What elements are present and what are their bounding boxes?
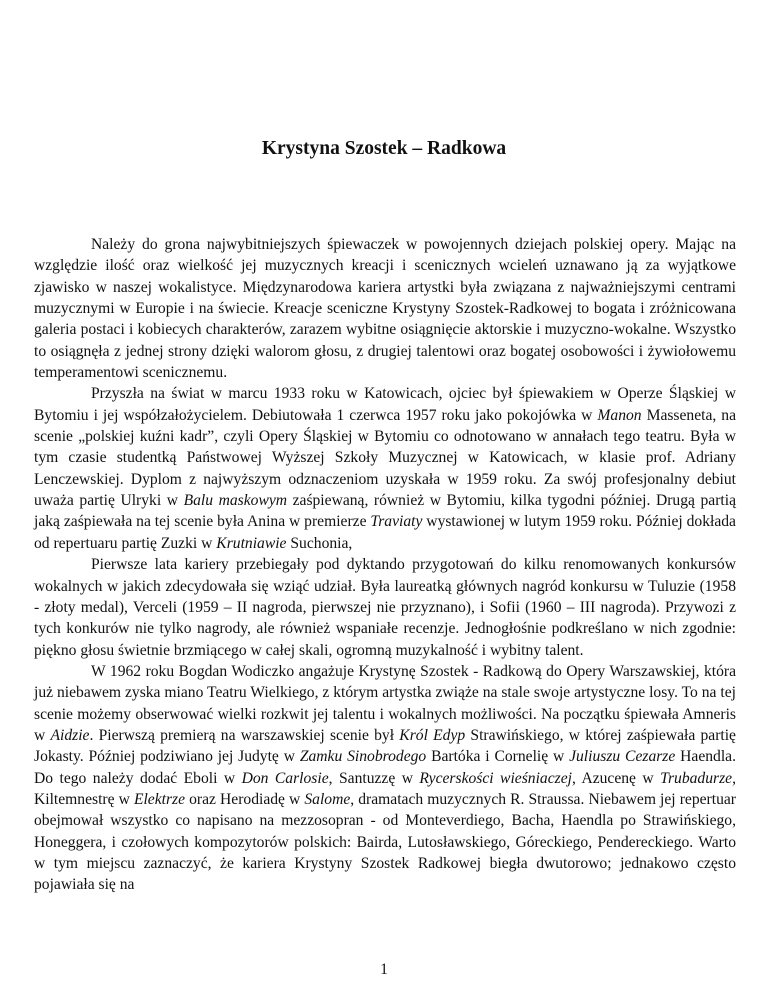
italic-title-text: Don Carlosie xyxy=(241,769,329,787)
paragraph-text: Bartóka i Cornelię w xyxy=(426,748,570,766)
paragraph-text: Haendla. Do tego należy dodać Eboli w xyxy=(34,748,736,787)
italic-title-text: Rycerskości wieśniaczej xyxy=(419,769,572,787)
paragraph xyxy=(34,661,736,896)
paragraph-text: Należy do grona najwybitniejszych śpiewaczek w powojennych dziejach polskiej opery. Mając na względzie ilość oraz wielkość jej muzycznych kreacji i scenicznych wcieleń uznawano ją za wyjątkowe zjawisko w naszej wokalistyce. Międzynarodowa kariera artystki była związana z najważniejszymi centrami muzycznymi w Europie i na świecie. Kreacje sceniczne Krystyny Szostek-Radkowej to bogata i zróżnicowana galeria postaci i kobiecych charakterów, zarazem wybitne osiągnięcie aktorskie i muzyczno-wokalne. Wszystko to osiągnęła z jednej strony dzięki walorom głosu, z drugiej talentowi oraz bogatej osobowości i żywiołowemu temperamentowi scenicznemu. xyxy=(34,236,736,382)
paragraph-text: Masseneta, na scenie „polskiej kuźni kadr”, czyli Opery Śląskiej w Bytomiu co odnotowano w annałach tego teatru. Była w tym czasie studentką Państwowej Wyższej Szkoły Muzycznej w Katowicach, w klasie prof. Adriany Lenczewskiej. Dyplom z najwyższym odznaczeniom uzyskała w 1959 roku. Za swój profesjonalny debiut uważa partię Ulryki w xyxy=(34,406,736,510)
paragraph-text: Przyszła na świat w marcu 1933 roku w Katowicach, ojciec był śpiewakiem w Operze Śląskiej w Bytomiu i jej współzałożycielem. Debiutowała 1 czerwca 1957 roku jako pokojówka w xyxy=(34,385,736,424)
paragraph-text: , Santuzzę w xyxy=(328,769,420,787)
italic-title-text: Juliuszu Cezarze xyxy=(569,748,676,766)
paragraph-text: Suchonia, xyxy=(286,534,353,552)
paragraph-text: Pierwsze lata kariery przebiegały pod dyktando przygotowań do kilku renomowanych konkursów wokalnych w jakich zdecydowała się wziąć udział. Była laureatką głównych nagród konkursu w Tuluzie (1958 - złoty medal), Verceli (1959 – II nagroda, pierwszej nie przyznano), i Sofii (1960 – III nagroda). Przywozi z tych konkurów nie tylko nagrody, ale również wspaniałe recenzje. Jednogłośnie podkreślano w nich zgodnie: piękno głosu świetnie brzmiącego w całej skali, ogromną muzykalność i wybitny talent. xyxy=(34,556,736,659)
paragraph-text: zaśpiewaną, również w Bytomiu, kilka tygodni później. Drugą partią jaką zaśpiewała na tej scenie była Anina w premierze xyxy=(34,492,736,531)
paragraph-text: wystawionej w lutym 1959 roku. Później dokłada od repertuaru partię Zuzki w xyxy=(34,513,736,552)
document-title: Krystyna Szostek – Radkowa xyxy=(261,138,507,159)
paragraph-text: , Kiltemnestrę w xyxy=(34,769,736,808)
paragraph xyxy=(34,554,736,661)
italic-title-text: Krutniawie xyxy=(216,534,287,552)
italic-title-text: Elektrze xyxy=(133,790,186,808)
italic-title-text: Trubadurze xyxy=(660,769,733,787)
paragraph-text: W 1962 roku Bogdan Wodiczko angażuje Krystynę Szostek - Radkową do Opery Warszawskiej, która już niebawem zyska miano Teatru Wielkiego, z którym artystka zwiąże na stale swoje artystyczne losy. To na tej scenie możemy obserwować wielki rozkwit jej talentu i wokalnych możliwości. Na początku śpiewała Amneris w xyxy=(34,662,736,744)
italic-title-text: Zamku Sinobrodego xyxy=(299,748,427,766)
italic-title-text: Król Edyp xyxy=(399,726,466,744)
page-number: 1 xyxy=(380,961,388,978)
italic-title-text: Manon xyxy=(597,406,642,424)
paragraph-text: , Azucenę w xyxy=(571,769,661,787)
document-body xyxy=(34,234,736,896)
paragraph-text: . Pierwszą premierą na warszawskiej scenie był xyxy=(89,726,400,744)
paragraph-text: , dramatach muzycznych R. Straussa. Niebawem jej repertuar obejmował wszystko co napisano na mezzosopran - od Monteverdiego, Bacha, Haendla po Strawińskiego, Honeggera, i czołowych kompozytorów polskich: Bairda, Lutosławskiego, Góreckiego, Pendereckiego. Warto w tym miejscu zaznaczyć, że kariera Krystyny Szostek Radkowej biegła dwutorowo; jednakowo często pojawiała się na xyxy=(34,790,736,894)
paragraph xyxy=(34,383,736,554)
paragraph-text: Strawińskiego, w której zaśpiewała partię Jokasty. Później podziwiano jej Judytę w xyxy=(34,726,736,766)
italic-title-text: Aidzie xyxy=(50,726,90,744)
italic-title-text: Salome xyxy=(304,790,351,808)
italic-title-text: Balu maskowym xyxy=(183,492,288,510)
italic-title-text: Traviaty xyxy=(370,513,423,531)
paragraph-text: oraz Herodiadę w xyxy=(185,790,305,808)
paragraph xyxy=(34,234,736,383)
